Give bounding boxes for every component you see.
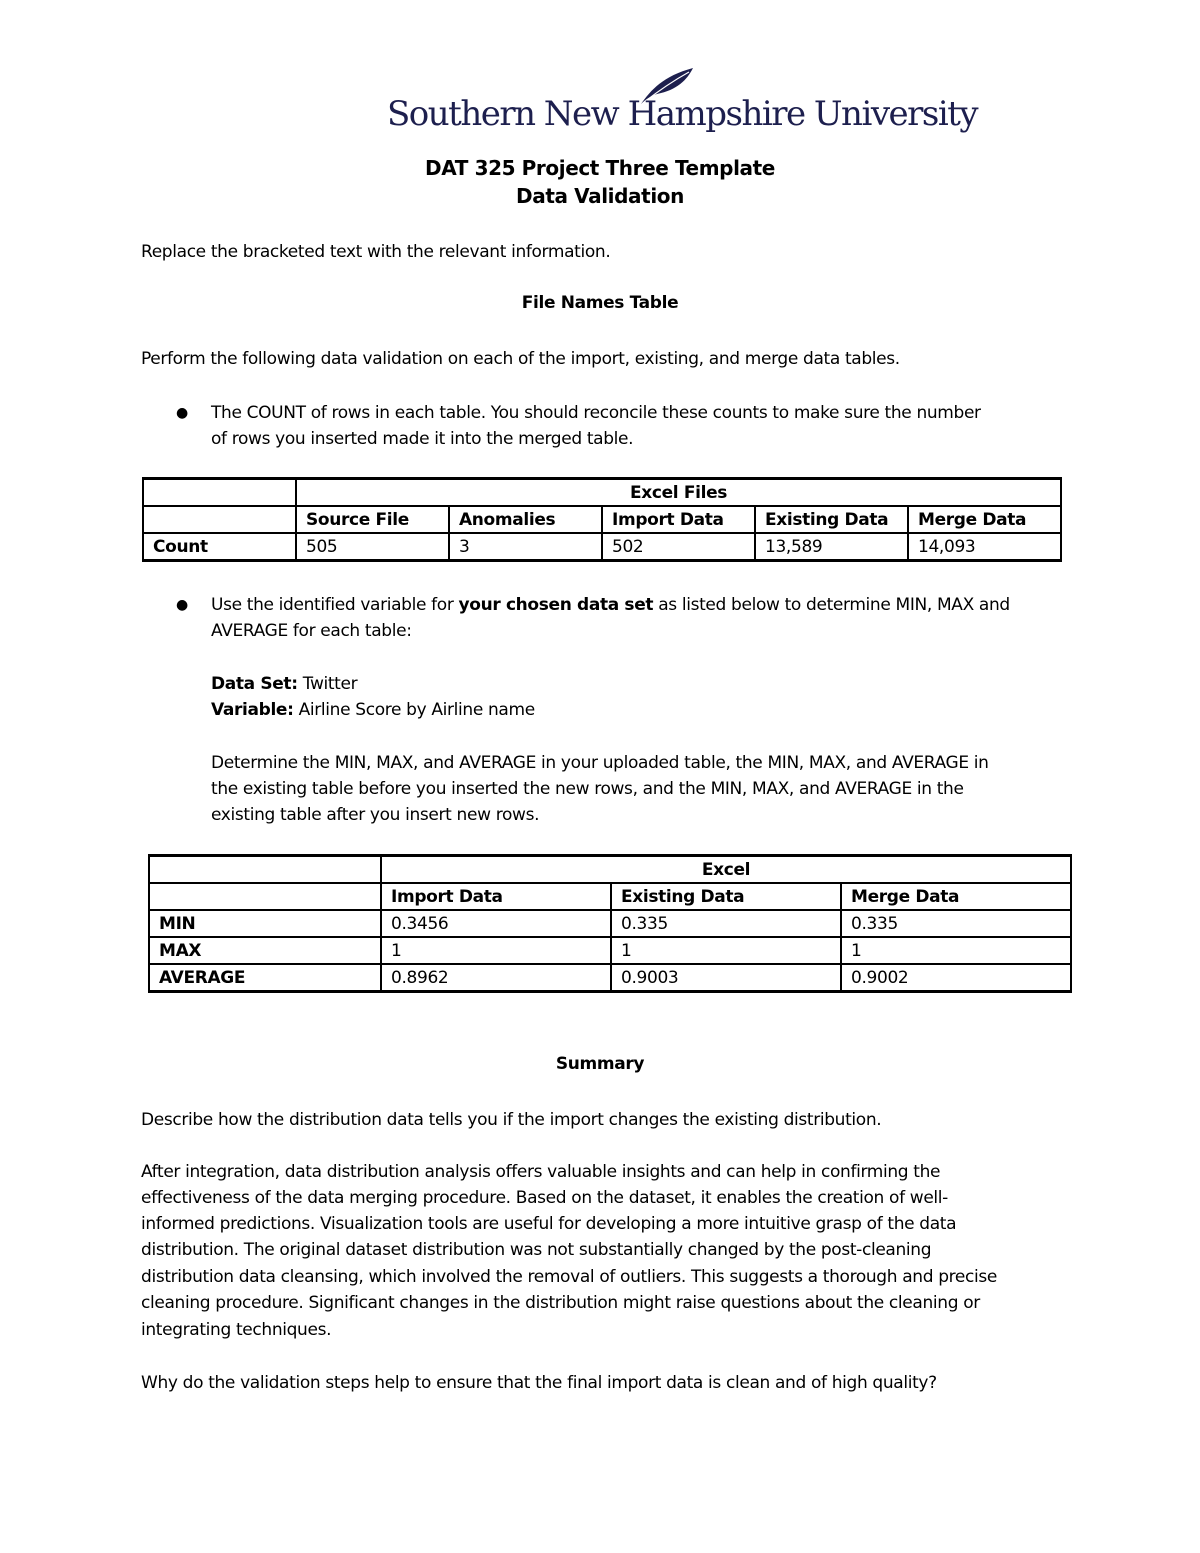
table-row — [149, 964, 1071, 992]
table-cell: 0.335 — [841, 910, 1071, 937]
table-cell-empty — [149, 883, 381, 910]
summary-answer-line: cleaning procedure. Significant changes in the distribution might raise questions about the cleaning or — [141, 1293, 980, 1313]
column-header: Merge Data — [908, 506, 1061, 533]
column-header: Existing Data — [755, 506, 908, 533]
summary-answer-line: distribution data cleansing, which involved the removal of outliers. This suggests a thorough and precise — [141, 1267, 998, 1287]
table-row — [143, 533, 1061, 561]
table-cell: 1 — [611, 937, 841, 964]
table-cell: 502 — [602, 533, 755, 561]
university-logo — [385, 66, 978, 142]
table-cell: 0.9003 — [611, 964, 841, 992]
table-cell: 0.3456 — [381, 910, 611, 937]
bullet2-line1 — [211, 592, 1010, 619]
count-table-header-row — [143, 506, 1061, 533]
determine-line1: Determine the MIN, MAX, and AVERAGE in your uploaded table, the MIN, MAX, and AVERAGE in — [211, 753, 989, 773]
table-cell-empty — [143, 506, 296, 533]
count-table-group-row — [143, 479, 1061, 507]
variable-value: Airline Score by Airline name — [298, 700, 535, 720]
column-header: Import Data — [602, 506, 755, 533]
page-subtitle: Data Validation — [516, 184, 684, 208]
logo-text: Southern New Hampshire University — [387, 94, 978, 134]
bullet1-line2: of rows you inserted made it into the merged table. — [211, 429, 634, 449]
column-header: Existing Data — [611, 883, 841, 910]
summary-prompt2: Why do the validation steps help to ensure that the final import data is clean and of high quality? — [141, 1373, 937, 1393]
summary-answer-line: After integration, data distribution analysis offers valuable insights and can help in confirming the — [141, 1162, 941, 1182]
table-cell-empty — [149, 856, 381, 884]
bullet2-text-a: Use the identified variable for — [211, 595, 459, 615]
bullet2-text-b: as listed below to determine MIN, MAX and — [653, 595, 1010, 615]
stats-table — [148, 854, 1072, 993]
determine-line2: the existing table before you inserted the new rows, and the MIN, MAX, and AVERAGE in the — [211, 779, 964, 799]
column-header: Source File — [296, 506, 449, 533]
table-cell: 13,589 — [755, 533, 908, 561]
summary-answer-line: informed predictions. Visualization tools are useful for developing a more intuitive grasp of the data — [141, 1214, 957, 1234]
bullet1-line1: The COUNT of rows in each table. You should reconcile these counts to make sure the number — [211, 403, 981, 423]
table-cell: 1 — [381, 937, 611, 964]
excel-header: Excel — [381, 856, 1071, 884]
summary-heading: Summary — [555, 1054, 645, 1074]
dataset-value: Twitter — [302, 674, 358, 694]
instruction-text: Replace the bracketed text with the relevant information. — [141, 242, 611, 262]
excel-files-header: Excel Files — [296, 479, 1061, 507]
table-cell: 1 — [841, 937, 1071, 964]
row-label: Count — [143, 533, 296, 561]
bullet2-text-bold: your chosen data set — [458, 595, 654, 615]
column-header: Import Data — [381, 883, 611, 910]
dataset-line: Data Set: Twitter — [211, 674, 358, 694]
summary-prompt1: Describe how the distribution data tells you if the import changes the existing distribution. — [141, 1110, 882, 1130]
stats-table-group-row — [149, 856, 1071, 884]
row-label: AVERAGE — [149, 964, 381, 992]
dataset-label: Data Set — [211, 674, 292, 694]
row-label: MIN — [149, 910, 381, 937]
table-row — [149, 937, 1071, 964]
stats-table-header-row — [149, 883, 1071, 910]
table-cell: 3 — [449, 533, 602, 561]
variable-label: Variable — [211, 700, 288, 720]
validation-intro: Perform the following data validation on each of the import, existing, and merge data tables. — [141, 349, 900, 369]
table-row — [149, 910, 1071, 937]
file-names-heading: File Names Table — [521, 293, 679, 313]
row-label: MAX — [149, 937, 381, 964]
table-cell: 0.8962 — [381, 964, 611, 992]
bullet-icon: ● — [176, 405, 188, 421]
bullet2-line2: AVERAGE for each table: — [211, 621, 412, 641]
variable-line: Variable: Airline Score by Airline name — [211, 700, 535, 720]
table-cell: 0.9002 — [841, 964, 1071, 992]
determine-line3: existing table after you insert new rows. — [211, 805, 540, 825]
table-cell: 14,093 — [908, 533, 1061, 561]
column-header: Merge Data — [841, 883, 1071, 910]
table-cell: 505 — [296, 533, 449, 561]
column-header: Anomalies — [449, 506, 602, 533]
table-cell-empty — [143, 479, 296, 507]
page-title: DAT 325 Project Three Template — [425, 156, 775, 180]
bullet-icon: ● — [176, 597, 188, 613]
table-cell: 0.335 — [611, 910, 841, 937]
summary-answer-line: effectiveness of the data merging procedure. Based on the dataset, it enables the creation of well- — [141, 1188, 948, 1208]
summary-answer-line: integrating techniques. — [141, 1320, 332, 1340]
summary-answer-line: distribution. The original dataset distribution was not substantially changed by the post-cleaning — [141, 1240, 932, 1260]
count-table — [142, 477, 1062, 562]
